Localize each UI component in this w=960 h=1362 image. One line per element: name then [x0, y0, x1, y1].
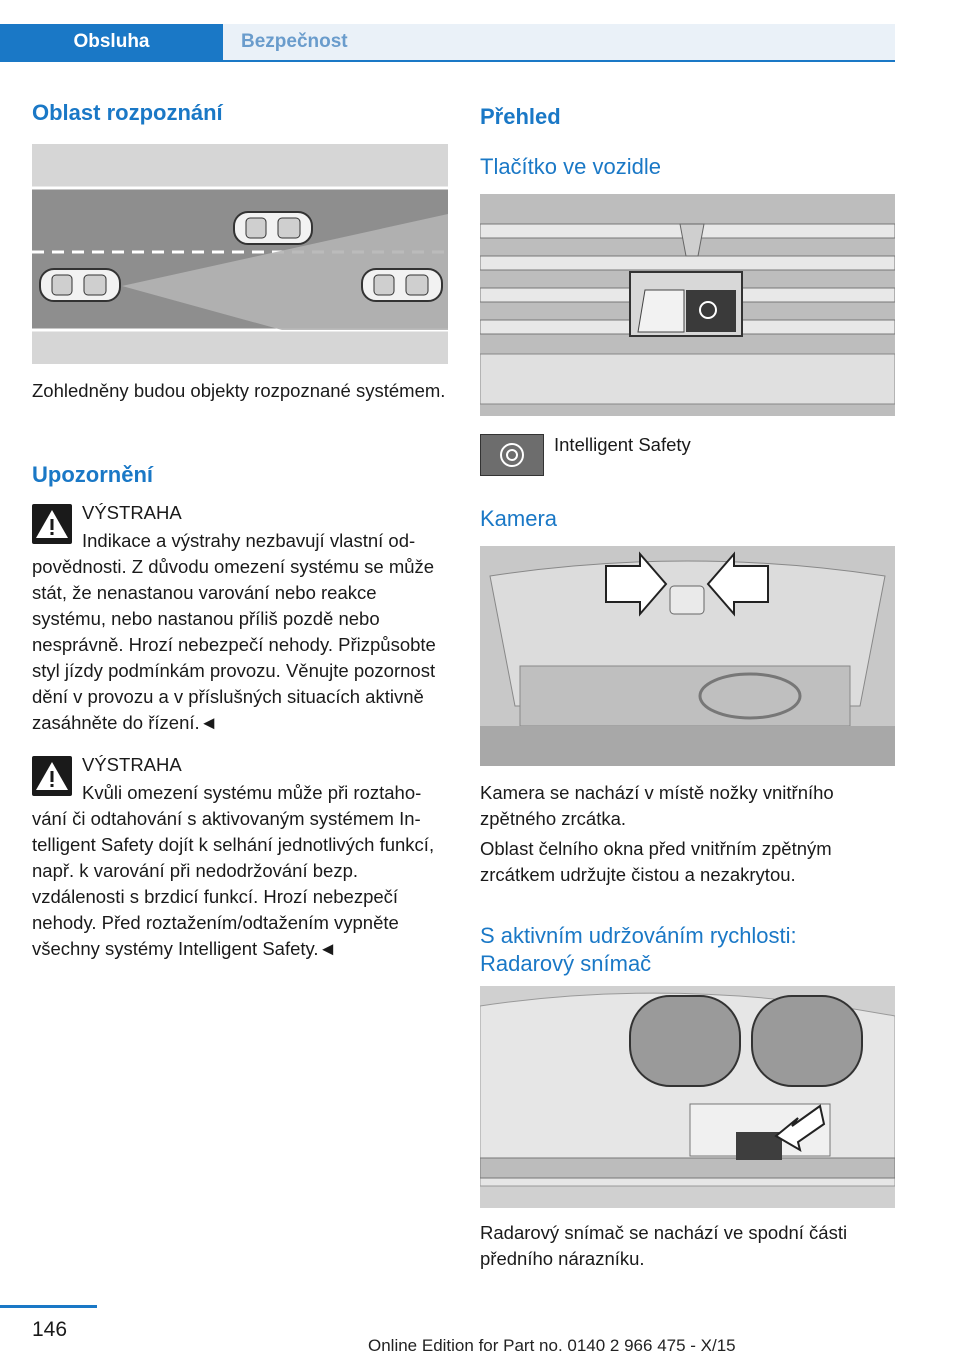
intelligent-safety-button-icon [480, 434, 544, 476]
tab-underline [0, 60, 895, 62]
warning2-text: Kvůli omezení systému může při roztahování či odtahování s aktivovaným systémem Intelligent Safety dojít k selhání jednotlivých funkcí, např. k varování při nedodržování bezp. vzdálenosti s brzdicí funkcí. Hrozí nebezpečí nehody. Před roztažením/odtažením vypněte všechny systémy Intelligent Safety.◄ [32, 782, 435, 959]
tab-obsluha[interactable]: Obsluha [0, 24, 223, 60]
camera-location-illustration [480, 546, 895, 766]
left-column [32, 100, 448, 126]
detection-area-illustration [32, 144, 448, 364]
warning2-label: VÝSTRAHA [82, 754, 182, 775]
car-own [40, 269, 120, 301]
car-front-lane [234, 212, 312, 244]
button-label: Intelligent Safety [554, 434, 691, 455]
button-section-title: Tlačítko ve vozidle [480, 154, 661, 179]
camera-title: Kamera [480, 506, 558, 531]
tab-bezpecnost[interactable]: Bezpečnost [223, 24, 895, 60]
overview-title: Přehled [480, 104, 561, 129]
warning1-label: VÝSTRAHA [82, 502, 182, 523]
edition-note: Online Edition for Part no. 0140 2 966 475 - X/15 [368, 1336, 736, 1355]
camera-cleaning-text: Oblast čelního okna před vnitřním zpětným zrcátkem udržujte čistou a nezakrytou. [480, 838, 832, 885]
grille-button-illustration [480, 194, 895, 416]
footer-rule [0, 1305, 97, 1308]
page-number: 146 [32, 1318, 68, 1341]
notes-title: Upozornění [32, 462, 153, 487]
section-title-detection-area: Oblast rozpoznání [32, 100, 223, 125]
camera-location-text: Kamera se nachází v místě nožky vnitřního zpětného zrcátka. [480, 782, 834, 829]
chapter-tabs [0, 0, 895, 62]
radar-sensor-illustration [480, 986, 895, 1208]
road-detection-diagram [32, 144, 448, 364]
car-ahead [362, 269, 442, 301]
warning1-text: Indikace a výstrahy nezbavují vlastní odpovědnosti. Z důvodu omezení systému se může stát, že nenastanou varování nebo reakce systému, nebo nastanou příliš pozdě nebo nesprávně. Hrozí nebezpečí nehody. Přizpůsobte styl jízdy podmínkám provozu. Věnujte pozornost dění v provozu a v příslušných situacích aktivně zasáhněte do řízení.◄ [32, 530, 436, 733]
radar-title: S aktivním udržováním rychlosti: Radarový snímač [480, 923, 797, 976]
radar-location-text: Radarový snímač se nachází ve spodní části předního nárazníku. [480, 1222, 848, 1269]
detection-caption: Zohledněny budou objekty rozpoznané systémem. [32, 380, 446, 401]
